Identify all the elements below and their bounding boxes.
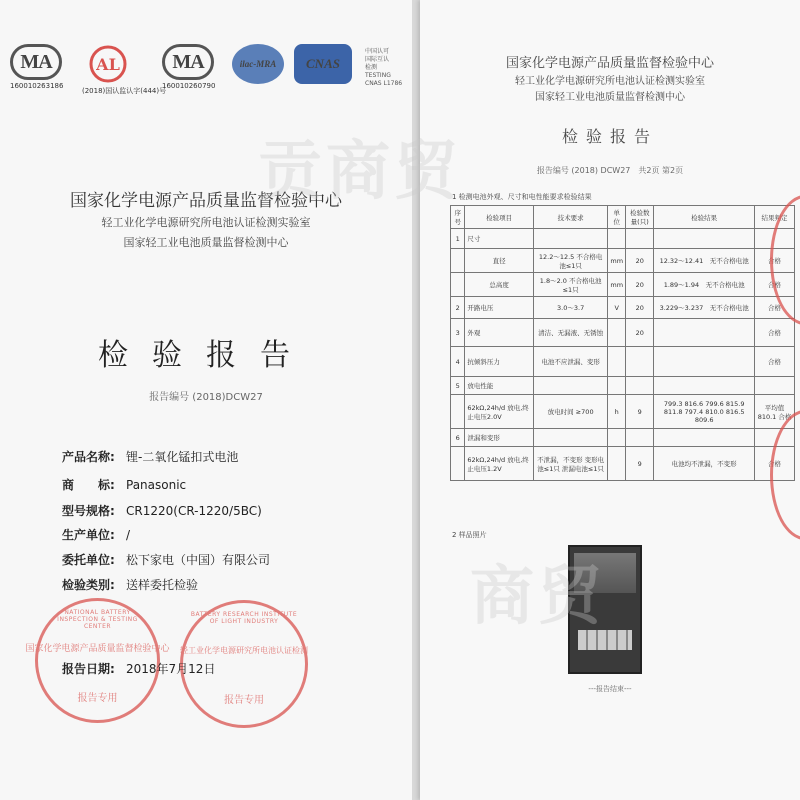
table-row: 3 外观 清洁、无漏液、无锈蚀 20 合格 — [451, 319, 795, 347]
field-manufacturer: 生产单位: / — [62, 528, 131, 542]
results-report-number: 报告编号 (2018) DCW27 共2页 第2页 — [536, 166, 684, 175]
accreditation-logos — [10, 44, 410, 114]
cnas-note: 中国认可 国际互认 检测 TESTING CNAS L1786 — [365, 48, 403, 87]
watermark-2: 商贸 — [470, 560, 606, 634]
section-2-title: 2 样品照片 — [452, 531, 487, 539]
field-product-name: 产品名称: 锂-二氧化锰扣式电池 — [62, 450, 239, 464]
org-main-title: 国家化学电源产品质量监督检验中心 — [70, 191, 342, 211]
field-model: 型号规格: CR1220(CR-1220/5BC) — [62, 504, 262, 518]
table-row: 总高度 1.8～2.0 不合格电池≤1只 mm 20 1.89～1.94 无不合格电池 合格 — [451, 273, 795, 297]
cnas-logo: CNAS — [294, 44, 352, 84]
org-sub-2: 国家轻工业电池质量监督检测中心 — [123, 236, 289, 249]
watermark-1: 贡商贸 — [258, 135, 462, 209]
table-row: 6 泄漏和变形 — [451, 429, 795, 447]
table-row: 5 放电性能 — [451, 377, 795, 395]
table-row: 62kΩ,24h/d 放电,终止电压1.2V 不泄漏，不变形 变形电池≤1只 泄漏电池≤1只 9 电池均不泄漏，不变形 合格 — [451, 447, 795, 481]
table-row: 4 抗倾斜压力 电池不应泄漏、变形 合格 — [451, 347, 795, 377]
inspection-stamp-2: BATTERY RESEARCH INSTITUTE OF LIGHT INDUSTRY 轻工业化学电源研究所电池认证检测 报告专用 — [180, 600, 308, 728]
field-client: 委托单位: 松下家电（中国）有限公司 — [62, 553, 271, 567]
report-number: 报告编号 (2018)DCW27 — [149, 392, 263, 403]
report-results-page — [420, 0, 800, 800]
inspection-stamp-1: NATIONAL BATTERY INSPECTION & TESTING CENTER 国家化学电源产品质量监督检验中心 报告专用 — [35, 598, 160, 723]
ilac-mra-logo: ilac-MRA — [232, 44, 284, 84]
table-row: 2 开路电压 3.0～3.7 V 20 3.229～3.237 无不合格电池 合格 — [451, 297, 795, 319]
results-title: 检验报告 — [561, 127, 658, 146]
field-inspection-type: 检验类别: 送样委托检验 — [62, 578, 199, 592]
cma-logo-1: MA 160010263186 — [10, 44, 63, 90]
results-org-sub-1: 轻工业化学电源研究所电池认证检测实验室 — [515, 76, 705, 87]
report-end-marker: ---报告结束--- — [588, 685, 632, 693]
table-row: 1 尺寸 — [451, 229, 795, 249]
table-row: 直径 12.2～12.5 不合格电池≤1只 mm 20 12.32～12.41 无不合格电池 合格 — [451, 249, 795, 273]
table-row: 62kΩ,24h/d 放电,终止电压2.0V 放电时间 ≥700 h 9 799.3 816.6 799.6 815.9 811.8 797.4 810.0 816.5 809.6 平均值 810.1 合格 — [451, 395, 795, 429]
table-header-row: 序号 检验项目 技术要求 单位 检验数量(只) 检验结果 结果判定 — [451, 206, 795, 229]
field-brand: 商 标: Panasonic — [62, 478, 187, 492]
field-report-date: 报告日期: 2018年7月12日 — [62, 662, 216, 676]
results-table — [450, 205, 795, 481]
org-sub-1: 轻工业化学电源研究所电池认证检测实验室 — [101, 216, 311, 229]
cal-emblem-icon — [82, 44, 134, 84]
section-1-title: 1 检测电池外观、尺寸和电性能要求检验结果 — [452, 193, 592, 201]
svg-text:AL: AL — [96, 55, 120, 74]
results-org-main: 国家化学电源产品质量监督检验中心 — [505, 56, 714, 71]
cma-logo-2: MA 160010260790 — [162, 44, 215, 90]
cal-logo: AL (2018)国认监认字(444)号 — [82, 44, 166, 96]
report-title: 检验报告 — [98, 338, 314, 373]
results-org-sub-2: 国家轻工业电池质量监督检测中心 — [535, 92, 685, 103]
